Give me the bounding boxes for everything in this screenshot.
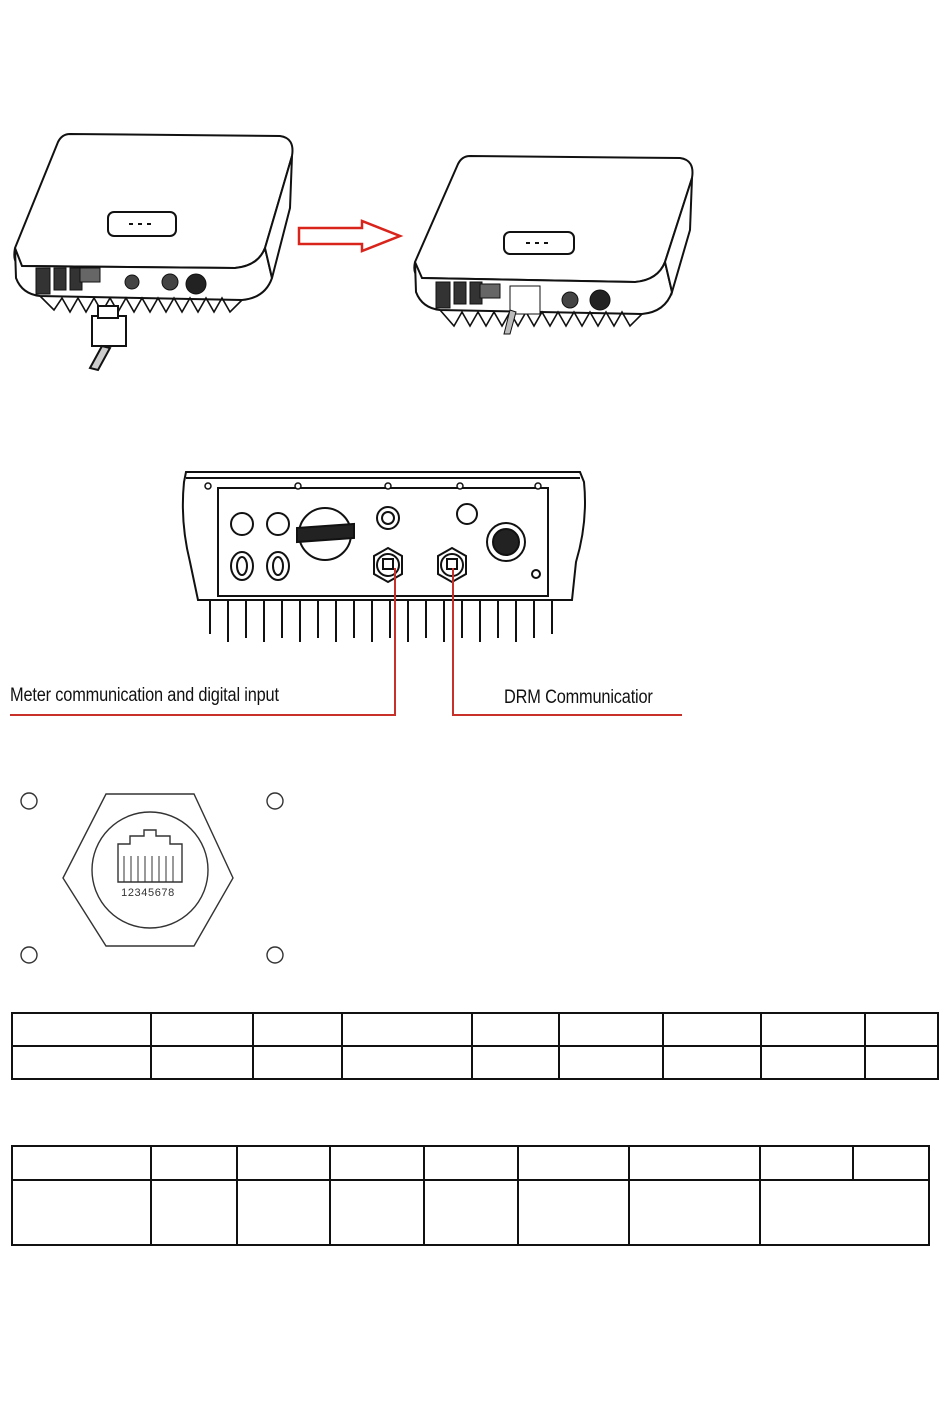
table-row <box>12 1013 938 1046</box>
inverter-before-illustration <box>10 128 300 373</box>
table-cell <box>330 1146 424 1180</box>
table-cell <box>253 1046 342 1079</box>
table-row <box>12 1180 929 1245</box>
table-cell <box>663 1046 761 1079</box>
table-cell <box>559 1013 663 1046</box>
table-cell <box>663 1013 761 1046</box>
table-cell <box>342 1013 472 1046</box>
table-cell <box>424 1146 518 1180</box>
rj45-port-detail <box>14 786 294 971</box>
table-cell <box>629 1180 760 1245</box>
table-cell <box>253 1013 342 1046</box>
table-cell <box>518 1146 629 1180</box>
table-cell <box>151 1146 237 1180</box>
table-cell <box>865 1013 938 1046</box>
meter-communication-label: Meter communication and digital input <box>10 685 279 706</box>
table-cell <box>559 1046 663 1079</box>
table-cell <box>151 1180 237 1245</box>
inverter-before-figure <box>10 128 300 373</box>
rj45-pin-numbers: 12345678 <box>121 887 175 899</box>
table-cell <box>12 1013 151 1046</box>
table-cell <box>237 1180 330 1245</box>
drm-communication-label: DRM Communicatior <box>504 687 653 708</box>
table-cell <box>472 1046 559 1079</box>
table-cell <box>853 1146 929 1180</box>
table-cell <box>518 1180 629 1245</box>
table-cell <box>12 1180 151 1245</box>
table-cell <box>237 1146 330 1180</box>
table-cell <box>472 1013 559 1046</box>
table-row <box>12 1146 929 1180</box>
table-cell <box>629 1146 760 1180</box>
table-cell <box>151 1046 253 1079</box>
inverter-after-illustration <box>410 150 700 340</box>
table-cell <box>12 1046 151 1079</box>
table-cell <box>424 1180 518 1245</box>
table-cell <box>760 1146 853 1180</box>
table-cell <box>151 1013 253 1046</box>
table-cell <box>865 1046 938 1079</box>
pin-table-2 <box>11 1145 930 1246</box>
table-cell <box>761 1013 865 1046</box>
table-cell <box>342 1046 472 1079</box>
inverter-after-figure <box>410 150 700 340</box>
table-cell <box>761 1046 865 1079</box>
table-cell <box>12 1146 151 1180</box>
pin-table-1 <box>11 1012 939 1080</box>
table-cell <box>330 1180 424 1245</box>
table-cell <box>760 1180 929 1245</box>
table-row <box>12 1046 938 1079</box>
direction-arrow-icon <box>296 218 404 254</box>
